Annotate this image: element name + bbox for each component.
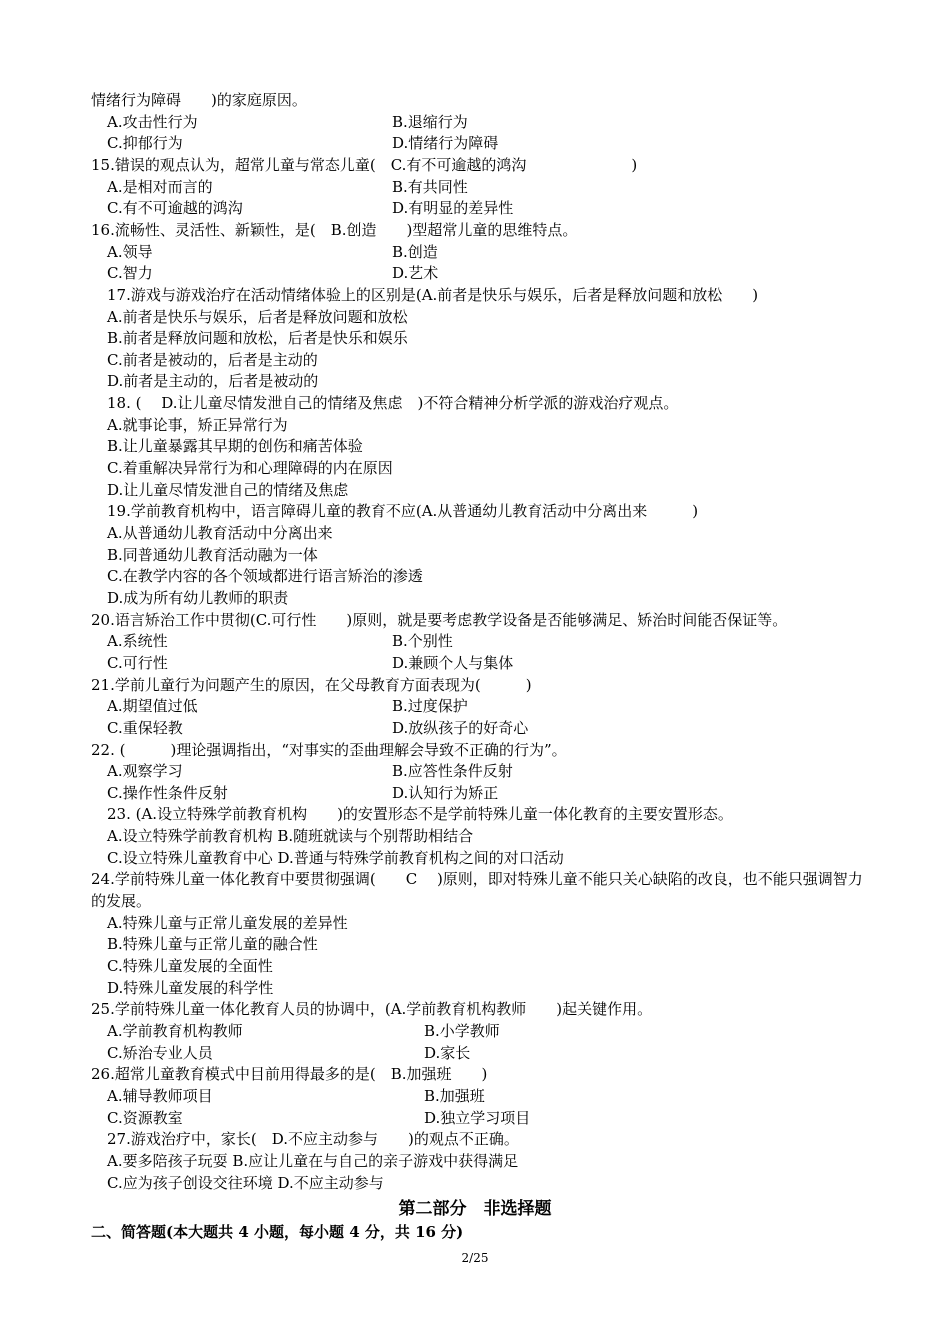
option-left: C.可行性 (107, 653, 168, 672)
question-line: 20.语言矫治工作中贯彻(C.可行性 )原则，就是要考虑教学设备是否能够满足、矫治时间能否保证等。 (91, 610, 788, 629)
option-left: A.系统性 (107, 632, 168, 651)
option-right: D.有明显的差异性 (392, 199, 514, 218)
question-line: 22. ( )理论强调指出，“对事实的歪曲理解会导致不正确的行为”。 (91, 740, 567, 759)
page-number: 2/25 (461, 1251, 489, 1265)
option-left: C.矫治专业人员 (107, 1043, 213, 1062)
answer-line: D.特殊儿童发展的科学性 (107, 978, 274, 997)
answer-line: 19.学前教育机构中，语言障碍儿童的教育不应(A.从普通幼儿教育活动中分离出来 ) (107, 502, 699, 521)
option-left: A.领导 (107, 242, 153, 261)
option-left: C.操作性条件反射 (107, 783, 228, 802)
option-left: A.学前教育机构教师 (107, 1021, 243, 1040)
answer-line: B.特殊儿童与正常儿童的融合性 (107, 935, 318, 954)
option-left: C.资源教室 (107, 1108, 183, 1127)
question-line: 26.超常儿童教育模式中目前用得最多的是( B.加强班 ) (91, 1065, 488, 1084)
option-right: B.过度保护 (392, 697, 468, 716)
section-title: 第二部分 非选择题 (398, 1199, 552, 1219)
option-right: D.兼顾个人与集体 (392, 653, 514, 672)
option-left: A.辅导教师项目 (107, 1086, 213, 1105)
answer-line: 27.游戏治疗中，家长( D.不应主动参与 )的观点不正确。 (107, 1130, 519, 1149)
answer-line: 17.游戏与游戏治疗在活动情绪体验上的区别是(A.前者是快乐与娱乐，后者是释放问题和放松 ) (107, 285, 759, 304)
option-left: A.是相对而言的 (107, 177, 213, 196)
option-right: B.小学教师 (424, 1021, 500, 1040)
option-right: B.个别性 (392, 632, 453, 651)
option-right: D.情绪行为障碍 (392, 134, 499, 153)
answer-line: A.就事论事，矫正异常行为 (107, 415, 288, 434)
option-right: D.家长 (424, 1043, 471, 1062)
question-line: 25.学前特殊儿童一体化教育人员的协调中，(A.学前教育机构教师 )起关键作用。 (91, 1000, 653, 1019)
option-left: C.智力 (107, 264, 153, 283)
option-left: A.观察学习 (107, 762, 183, 781)
answer-line: A.从普通幼儿教育活动中分离出来 (107, 524, 333, 542)
answer-line: A.特殊儿童与正常儿童发展的差异性 (107, 913, 348, 932)
answer-line: 18. ( D.让儿童尽情发泄自己的情绪及焦虑 )不符合精神分析学派的游戏治疗观点。 (107, 394, 679, 413)
option-right: B.有共同性 (392, 177, 468, 196)
answer-line: D.成为所有幼儿教师的职责 (107, 588, 289, 607)
question-line: 21.学前儿童行为问题产生的原因，在父母教育方面表现为( ) (91, 675, 532, 694)
answer-line: C.设立特殊儿童教育中心 D.普通与特殊学前教育机构之间的对口活动 (107, 848, 564, 867)
option-right: D.放纵孩子的好奇心 (392, 718, 529, 737)
option-right: B.退缩行为 (392, 112, 468, 131)
option-right: B.加强班 (424, 1086, 485, 1105)
question-line: 24.学前特殊儿童一体化教育中要贯彻强调( C )原则，即对特殊儿童不能只关心缺陷的改良，也不能只强调智力的发展。 (91, 870, 863, 910)
option-right: B.创造 (392, 242, 438, 261)
option-left: A.期望值过低 (107, 697, 198, 716)
option-right: D.认知行为矫正 (392, 783, 499, 802)
answer-line: A.前者是快乐与娱乐，后者是释放问题和放松 (107, 307, 408, 326)
answer-line: D.前者是主动的，后者是被动的 (107, 372, 319, 391)
answer-line: A.设立特殊学前教育机构 B.随班就读与个别帮助相结合 (107, 827, 474, 846)
answer-line: C.前者是被动的，后者是主动的 (107, 350, 318, 369)
section-subtitle: 二、简答题(本大题共 4 小题，每小题 4 分，共 16 分) (91, 1223, 464, 1241)
answer-line: C.应为孩子创设交往环境 D.不应主动参与 (107, 1173, 384, 1192)
option-right: D.艺术 (392, 264, 439, 283)
answer-line: C.在教学内容的各个领域都进行语言矫治的渗透 (107, 567, 423, 586)
answer-line: B.同普通幼儿教育活动融为一体 (107, 545, 318, 564)
option-right: B.应答性条件反射 (392, 762, 513, 781)
question-line: 16.流畅性、灵活性、新颖性，是( B.创造 )型超常儿童的思维特点。 (91, 220, 578, 239)
question-line: 情绪行为障碍 )的家庭原因。 (91, 91, 307, 109)
answer-line: 23. (A.设立特殊学前教育机构 )的安置形态不是学前特殊儿童一体化教育的主要安置形态。 (107, 805, 733, 824)
option-left: C.重保轻教 (107, 718, 183, 737)
option-right: D.独立学习项目 (424, 1108, 531, 1127)
question-line: 15.错误的观点认为，超常儿童与常态儿童( C.有不可逾越的鸿沟 ) (91, 155, 638, 174)
option-left: A.攻击性行为 (107, 112, 198, 131)
answer-line: B.让儿童暴露其早期的创伤和痛苦体验 (107, 437, 363, 456)
option-left: C.有不可逾越的鸿沟 (107, 199, 243, 218)
answer-line: C.着重解决异常行为和心理障碍的内在原因 (107, 459, 393, 478)
answer-line: A.要多陪孩子玩耍 B.应让儿童在与自己的亲子游戏中获得满足 (107, 1151, 519, 1170)
option-left: C.抑郁行为 (107, 134, 183, 153)
answer-line: C.特殊儿童发展的全面性 (107, 957, 273, 975)
answer-line: D.让儿童尽情发泄自己的情绪及焦虑 (107, 480, 349, 499)
answer-line: B.前者是释放问题和放松，后者是快乐和娱乐 (107, 329, 408, 348)
